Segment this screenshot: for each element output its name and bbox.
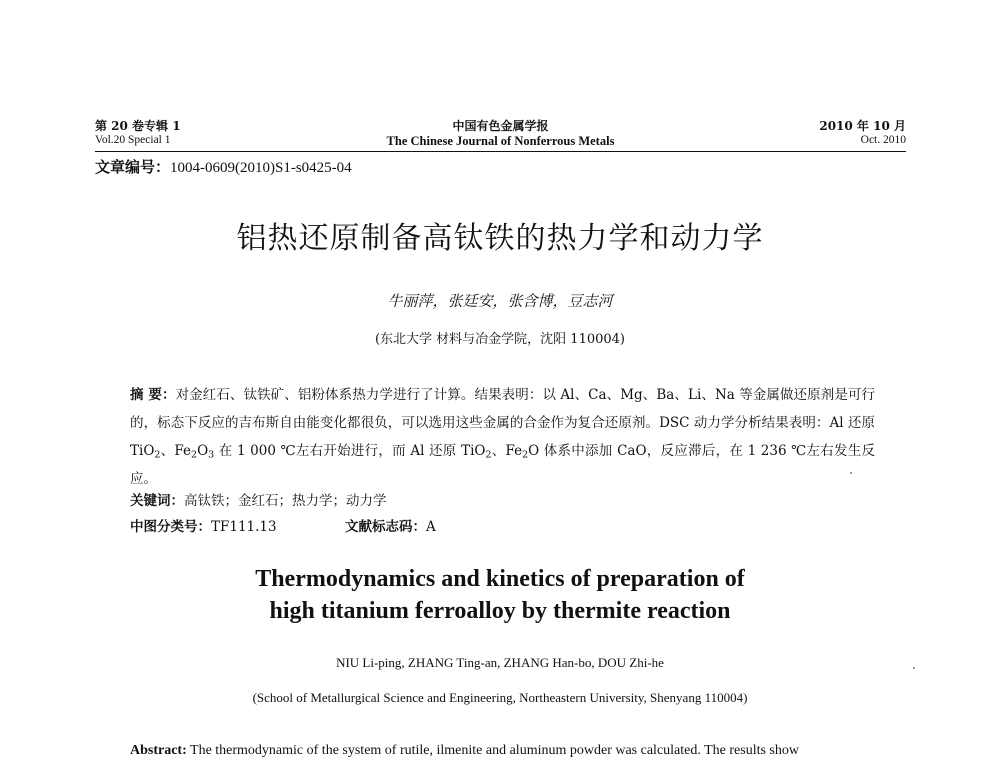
affiliation-cn: (东北大学 材料与冶金学院，沈阳 110004) bbox=[374, 332, 626, 347]
header-rule bbox=[95, 151, 906, 152]
keywords-value: 高钛铁；金红石；热力学；动力学 bbox=[184, 493, 387, 509]
abstract-en-body: The thermodynamic of the system of rutile, ilmenite and aluminum powder was calculated. The results show bbox=[190, 743, 799, 758]
abstract-en bbox=[130, 743, 890, 759]
journal-name-cn: 中国有色金属学报 bbox=[452, 119, 549, 133]
keywords-label: 关键词： bbox=[130, 493, 184, 509]
clc-label: 中图分类号： bbox=[130, 519, 211, 535]
abstract-cn-label: 摘 要： bbox=[130, 387, 176, 403]
clc-value: TF111.13 bbox=[211, 519, 277, 535]
title-en-line1: Thermodynamics and kinetics of preparation of bbox=[255, 566, 745, 592]
article-number-label: 文章编号： bbox=[95, 158, 171, 176]
abstract-cn bbox=[130, 381, 875, 493]
title-en-line2: high titanium ferroalloy by thermite reaction bbox=[269, 598, 731, 624]
abstract-cn-body: 对金红石、钛铁矿、铝粉体系热力学进行了计算。结果表明：以 Al、Ca、Mg、Ba、Li、Na 等金属做还原剂是可行的，标态下反应的吉布斯自由能变化都很负，可以选用这些金属的合金作为复合还原剂。DSC 动力学分析结果表明：Al 还原 TiO$_2$、$Fe_2O_3$ 在 1 000 ℃左右开始进行，而 Al 还原 TiO$_2$、$Fe_2O$ 体系中添加 CaO，反应滞后，在 1 236 ℃左右发生反应。 bbox=[130, 387, 875, 487]
keywords bbox=[130, 489, 387, 509]
document-code bbox=[345, 515, 436, 535]
issue-cn: 第 20 卷专辑 1 bbox=[95, 119, 181, 133]
doc-code-value: A bbox=[426, 519, 436, 535]
doc-code-label: 文献标志码： bbox=[345, 519, 426, 535]
abstract-en-label: Abstract: bbox=[130, 743, 187, 758]
clc-number bbox=[130, 515, 277, 535]
issue-en: Vol.20 Special 1 bbox=[95, 134, 171, 146]
article-number bbox=[95, 156, 352, 177]
date-en: Oct. 2010 bbox=[860, 134, 906, 146]
title-cn: 铝热还原制备高钛铁的热力学和动力学 bbox=[236, 221, 764, 256]
article-number-value: 1004-0609(2010)S1-s0425-04 bbox=[170, 160, 352, 176]
scan-speck bbox=[913, 667, 915, 669]
date-cn: 2010 年 10 月 bbox=[819, 119, 906, 133]
journal-name-en: The Chinese Journal of Nonferrous Metals bbox=[386, 134, 615, 148]
affiliation-en: (School of Metallurgical Science and Engineering, Northeastern University, Shenyang 110004) bbox=[252, 690, 748, 705]
title-en bbox=[0, 563, 1000, 627]
authors-cn: 牛丽萍，张廷安，张含博，豆志河 bbox=[387, 292, 613, 310]
authors-en: NIU Li-ping, ZHANG Ting-an, ZHANG Han-bo, DOU Zhi-he bbox=[336, 655, 664, 670]
scan-speck bbox=[850, 472, 852, 474]
